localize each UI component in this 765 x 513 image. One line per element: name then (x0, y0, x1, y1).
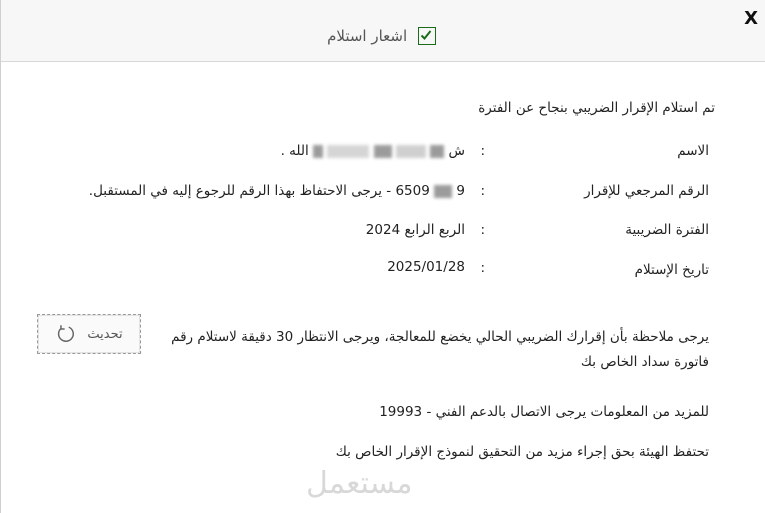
checkbox-checked-icon (418, 27, 436, 45)
watermark: مستعمل (306, 466, 413, 501)
name-value-start: ش (448, 143, 465, 159)
dialog-title (1, 27, 765, 46)
tax-period-colon: : (480, 222, 485, 238)
redaction (434, 185, 452, 198)
support-note: للمزيد من المعلومات يرجى الاتصال بالدعم الفني - 19993 (379, 404, 709, 420)
close-button[interactable]: X (744, 8, 758, 29)
receipt-date-value: 2025/01/28 (387, 259, 465, 275)
reference-value-end: - يرجى الاحتفاظ بهذا الرقم للرجوع إليه في المستقبل. (88, 183, 392, 199)
tax-period-value: الربع الرابع 2024 (365, 222, 465, 238)
redaction (396, 145, 426, 158)
redaction (374, 145, 392, 158)
reference-colon: : (480, 183, 485, 199)
redaction (313, 145, 323, 158)
refresh-button[interactable] (37, 314, 141, 354)
reference-value-start: 9 (456, 183, 465, 199)
verification-note: تحتفظ الهيئة بحق إجراء مزيد من التحقيق لنموذج الإقرار الخاص بك (335, 444, 709, 460)
reference-label: الرقم المرجعي للإقرار (584, 183, 709, 199)
refresh-button-label: تحديث (87, 326, 123, 342)
name-label: الاسم (677, 143, 709, 159)
name-value-end: الله . (280, 143, 309, 159)
processing-note: يرجى ملاحظة بأن إقرارك الضريبي الحالي يخضع للمعالجة، ويرجى الانتظار 30 دقيقة لاستلام رقم فاتورة سداد الخاص بك (171, 329, 709, 370)
name-value (281, 143, 465, 159)
reference-value (89, 183, 465, 199)
receipt-date-label: تاريخ الإستلام (634, 262, 709, 278)
refresh-icon (55, 323, 77, 345)
success-message: تم استلام الإقرار الضريبي بنجاح عن الفترة (478, 100, 715, 116)
tax-period-label: الفترة الضريبية (625, 222, 709, 238)
name-colon: : (480, 143, 485, 159)
reference-value-mid: 6509 (395, 183, 430, 199)
dialog-header (1, 0, 765, 62)
redaction (430, 145, 444, 158)
dialog-title-text: اشعار استلام (327, 27, 408, 45)
redaction (327, 145, 369, 158)
receipt-date-colon: : (480, 260, 485, 276)
